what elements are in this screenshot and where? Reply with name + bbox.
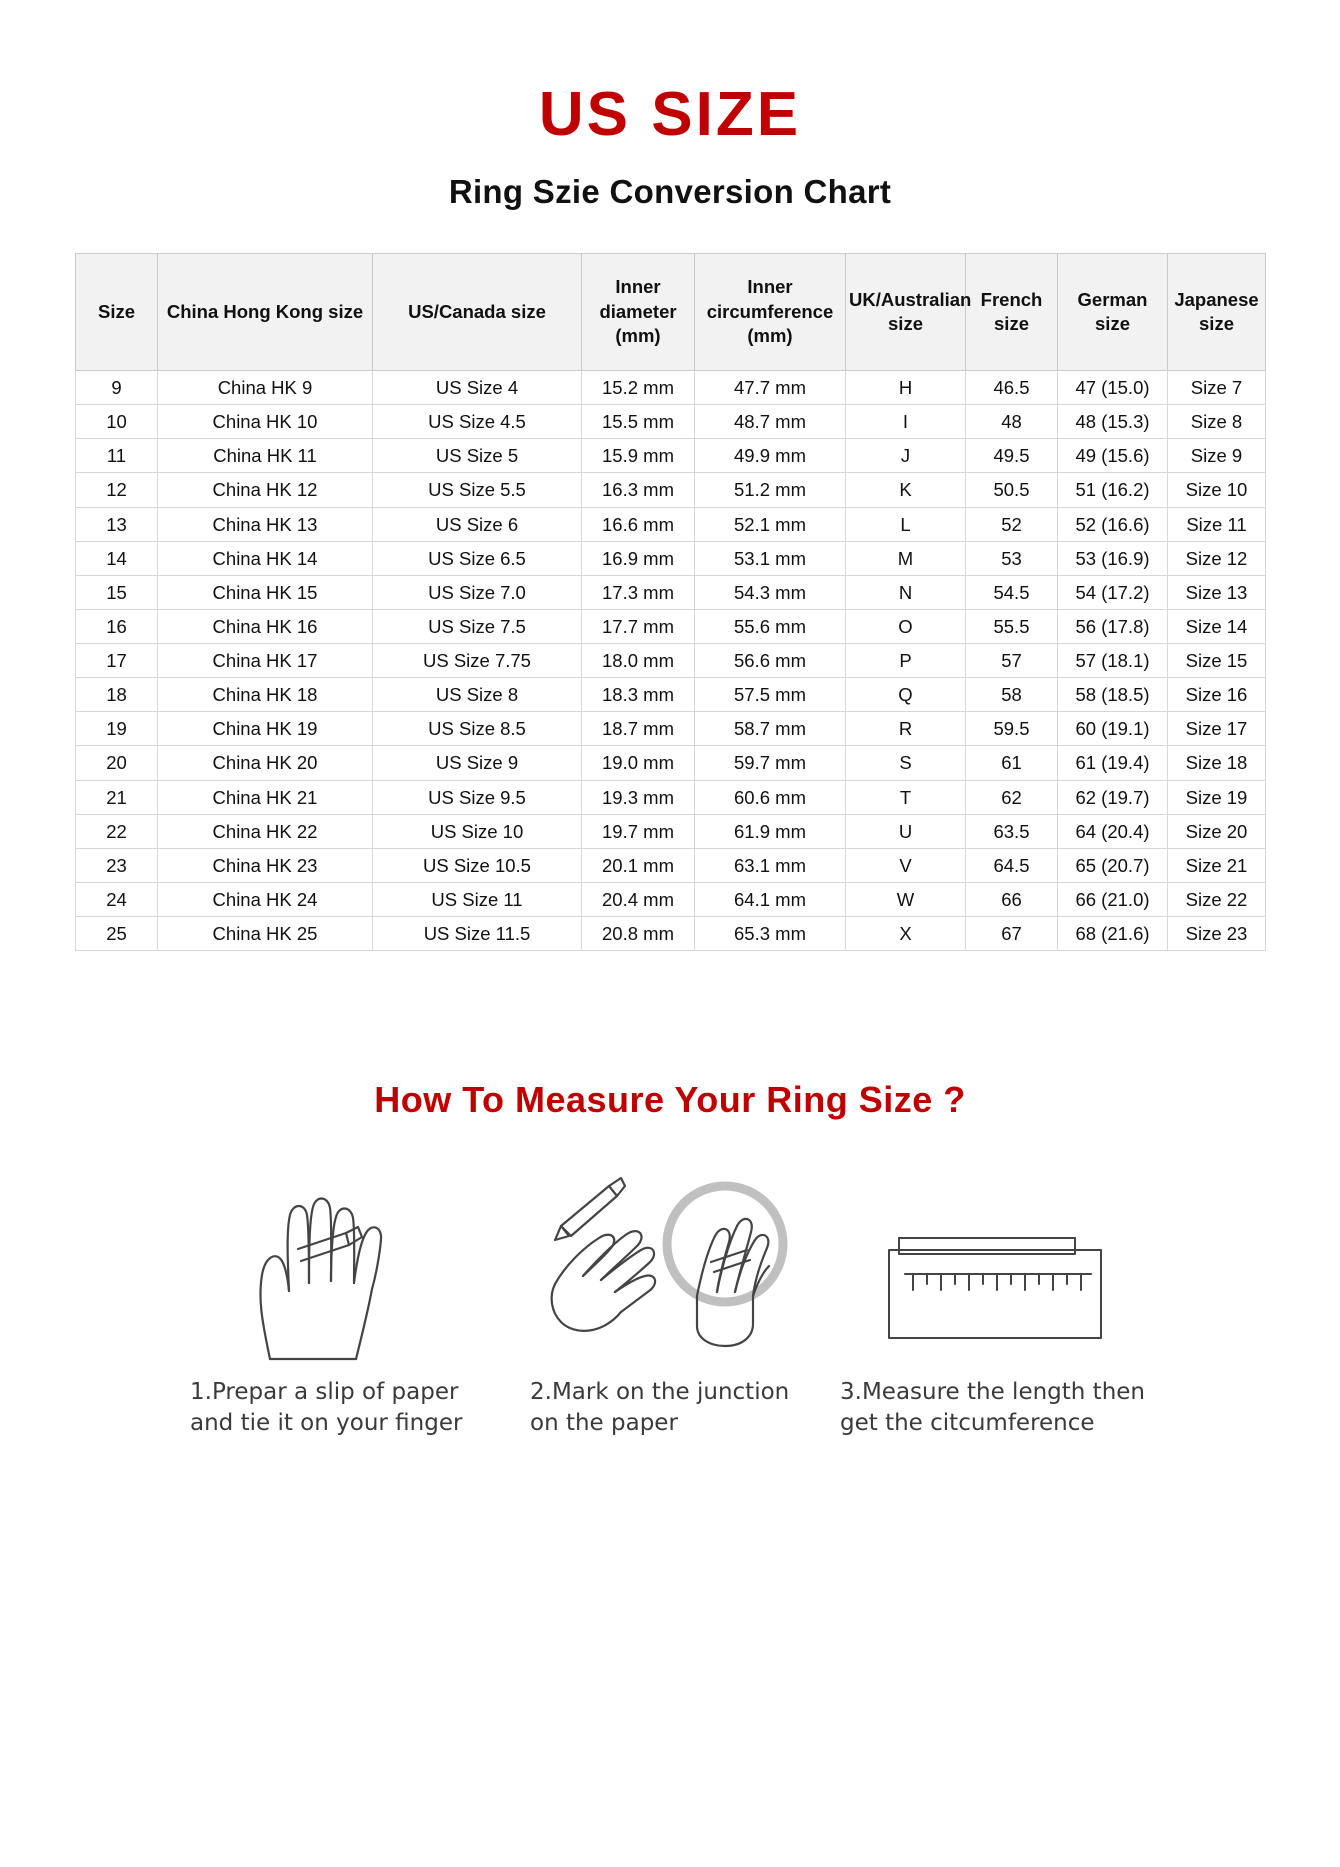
cell-china-hk: China HK 23: [158, 848, 373, 882]
cell-uk-australian: R: [846, 712, 966, 746]
table-row: [76, 473, 1266, 507]
cell-inner-circumference: 56.6 mm: [695, 644, 846, 678]
cell-german: 53 (16.9): [1058, 541, 1168, 575]
ring-size-chart-page: [0, 82, 1340, 1867]
cell-french: 55.5: [966, 609, 1058, 643]
cell-inner-diameter: 15.9 mm: [582, 439, 695, 473]
table-row: [76, 609, 1266, 643]
cell-inner-circumference: 63.1 mm: [695, 848, 846, 882]
cell-china-hk: China HK 18: [158, 678, 373, 712]
column-header-china-hk: China Hong Kong size: [158, 254, 373, 371]
cell-china-hk: China HK 12: [158, 473, 373, 507]
cell-french: 57: [966, 644, 1058, 678]
column-header-uk-australian: UK/Australian size: [846, 254, 966, 371]
howto-step-2-caption: 2.Mark on the junction on the paper: [530, 1379, 790, 1436]
cell-china-hk: China HK 11: [158, 439, 373, 473]
cell-size: 13: [76, 507, 158, 541]
cell-us-canada: US Size 10: [373, 814, 582, 848]
cell-uk-australian: V: [846, 848, 966, 882]
cell-inner-diameter: 18.0 mm: [582, 644, 695, 678]
cell-inner-circumference: 54.3 mm: [695, 575, 846, 609]
cell-german: 52 (16.6): [1058, 507, 1168, 541]
ring-size-conversion-table: [75, 253, 1266, 951]
cell-inner-diameter: 20.8 mm: [582, 917, 695, 951]
cell-size: 10: [76, 405, 158, 439]
hand-with-paper-strip-icon: [210, 1161, 470, 1361]
cell-us-canada: US Size 9.5: [373, 780, 582, 814]
cell-uk-australian: H: [846, 371, 966, 405]
cell-china-hk: China HK 19: [158, 712, 373, 746]
cell-french: 62: [966, 780, 1058, 814]
cell-german: 48 (15.3): [1058, 405, 1168, 439]
cell-japanese: Size 10: [1168, 473, 1266, 507]
cell-us-canada: US Size 5.5: [373, 473, 582, 507]
cell-us-canada: US Size 9: [373, 746, 582, 780]
cell-uk-australian: I: [846, 405, 966, 439]
cell-china-hk: China HK 21: [158, 780, 373, 814]
cell-inner-circumference: 53.1 mm: [695, 541, 846, 575]
table-row: [76, 405, 1266, 439]
table-row: [76, 882, 1266, 916]
howto-step-3: [835, 1161, 1165, 1438]
cell-china-hk: China HK 13: [158, 507, 373, 541]
cell-inner-diameter: 16.9 mm: [582, 541, 695, 575]
cell-inner-diameter: 17.3 mm: [582, 575, 695, 609]
cell-french: 46.5: [966, 371, 1058, 405]
cell-size: 9: [76, 371, 158, 405]
cell-us-canada: US Size 7.5: [373, 609, 582, 643]
cell-inner-circumference: 55.6 mm: [695, 609, 846, 643]
cell-inner-diameter: 15.5 mm: [582, 405, 695, 439]
cell-china-hk: China HK 22: [158, 814, 373, 848]
cell-us-canada: US Size 8: [373, 678, 582, 712]
cell-uk-australian: U: [846, 814, 966, 848]
cell-uk-australian: O: [846, 609, 966, 643]
column-header-japanese: Japanese size: [1168, 254, 1266, 371]
cell-inner-diameter: 18.7 mm: [582, 712, 695, 746]
cell-japanese: Size 9: [1168, 439, 1266, 473]
cell-china-hk: China HK 25: [158, 917, 373, 951]
cell-uk-australian: K: [846, 473, 966, 507]
table-row: [76, 678, 1266, 712]
cell-uk-australian: J: [846, 439, 966, 473]
cell-uk-australian: X: [846, 917, 966, 951]
cell-french: 49.5: [966, 439, 1058, 473]
cell-german: 58 (18.5): [1058, 678, 1168, 712]
cell-inner-circumference: 61.9 mm: [695, 814, 846, 848]
cell-japanese: Size 15: [1168, 644, 1266, 678]
table-row: [76, 848, 1266, 882]
howto-step-3-caption: 3.Measure the length then get the citcumference: [840, 1379, 1146, 1436]
cell-inner-diameter: 19.3 mm: [582, 780, 695, 814]
cell-us-canada: US Size 10.5: [373, 848, 582, 882]
cell-size: 11: [76, 439, 158, 473]
cell-german: 62 (19.7): [1058, 780, 1168, 814]
cell-size: 23: [76, 848, 158, 882]
cell-us-canada: US Size 4.5: [373, 405, 582, 439]
cell-inner-circumference: 51.2 mm: [695, 473, 846, 507]
cell-uk-australian: P: [846, 644, 966, 678]
cell-uk-australian: T: [846, 780, 966, 814]
cell-french: 66: [966, 882, 1058, 916]
cell-japanese: Size 8: [1168, 405, 1266, 439]
cell-china-hk: China HK 17: [158, 644, 373, 678]
howto-step-2: [505, 1161, 835, 1438]
cell-inner-circumference: 48.7 mm: [695, 405, 846, 439]
page-subtitle: Ring Szie Conversion Chart: [448, 173, 892, 211]
cell-us-canada: US Size 7.0: [373, 575, 582, 609]
table-row: [76, 575, 1266, 609]
cell-size: 16: [76, 609, 158, 643]
cell-china-hk: China HK 14: [158, 541, 373, 575]
table-row: [76, 439, 1266, 473]
table-row: [76, 917, 1266, 951]
cell-german: 68 (21.6): [1058, 917, 1168, 951]
cell-german: 51 (16.2): [1058, 473, 1168, 507]
cell-size: 15: [76, 575, 158, 609]
cell-inner-circumference: 57.5 mm: [695, 678, 846, 712]
cell-japanese: Size 14: [1168, 609, 1266, 643]
cell-inner-diameter: 16.3 mm: [582, 473, 695, 507]
cell-inner-diameter: 20.4 mm: [582, 882, 695, 916]
cell-japanese: Size 17: [1168, 712, 1266, 746]
cell-uk-australian: Q: [846, 678, 966, 712]
cell-china-hk: China HK 10: [158, 405, 373, 439]
cell-french: 61: [966, 746, 1058, 780]
cell-inner-circumference: 60.6 mm: [695, 780, 846, 814]
cell-size: 20: [76, 746, 158, 780]
cell-inner-diameter: 16.6 mm: [582, 507, 695, 541]
cell-french: 52: [966, 507, 1058, 541]
table-row: [76, 746, 1266, 780]
cell-size: 17: [76, 644, 158, 678]
cell-uk-australian: W: [846, 882, 966, 916]
cell-japanese: Size 13: [1168, 575, 1266, 609]
table-row: [76, 541, 1266, 575]
cell-inner-circumference: 47.7 mm: [695, 371, 846, 405]
cell-french: 48: [966, 405, 1058, 439]
cell-german: 54 (17.2): [1058, 575, 1168, 609]
cell-inner-circumference: 52.1 mm: [695, 507, 846, 541]
cell-french: 67: [966, 917, 1058, 951]
ruler-measuring-icon: [885, 1161, 1115, 1361]
column-header-size: Size: [76, 254, 158, 371]
cell-inner-circumference: 64.1 mm: [695, 882, 846, 916]
cell-size: 25: [76, 917, 158, 951]
cell-french: 58: [966, 678, 1058, 712]
cell-french: 63.5: [966, 814, 1058, 848]
pen-marking-finger-icon: [525, 1161, 815, 1361]
cell-size: 18: [76, 678, 158, 712]
cell-inner-circumference: 65.3 mm: [695, 917, 846, 951]
cell-inner-circumference: 58.7 mm: [695, 712, 846, 746]
column-header-us-canada: US/Canada size: [373, 254, 582, 371]
cell-uk-australian: S: [846, 746, 966, 780]
cell-us-canada: US Size 7.75: [373, 644, 582, 678]
cell-inner-diameter: 18.3 mm: [582, 678, 695, 712]
cell-french: 50.5: [966, 473, 1058, 507]
cell-size: 19: [76, 712, 158, 746]
table-row: [76, 814, 1266, 848]
table-row: [76, 507, 1266, 541]
cell-japanese: Size 11: [1168, 507, 1266, 541]
cell-french: 64.5: [966, 848, 1058, 882]
cell-china-hk: China HK 9: [158, 371, 373, 405]
cell-uk-australian: L: [846, 507, 966, 541]
cell-size: 24: [76, 882, 158, 916]
cell-german: 57 (18.1): [1058, 644, 1168, 678]
cell-inner-diameter: 19.7 mm: [582, 814, 695, 848]
table-header-row: [76, 254, 1266, 371]
cell-japanese: Size 20: [1168, 814, 1266, 848]
cell-inner-diameter: 17.7 mm: [582, 609, 695, 643]
cell-china-hk: China HK 15: [158, 575, 373, 609]
cell-us-canada: US Size 11: [373, 882, 582, 916]
table-row: [76, 644, 1266, 678]
howto-title: How To Measure Your Ring Size ?: [374, 1079, 966, 1121]
column-header-inner-circumference: Inner circumference (mm): [695, 254, 846, 371]
cell-size: 14: [76, 541, 158, 575]
cell-german: 60 (19.1): [1058, 712, 1168, 746]
cell-us-canada: US Size 8.5: [373, 712, 582, 746]
howto-step-1: [175, 1161, 505, 1438]
cell-uk-australian: N: [846, 575, 966, 609]
cell-us-canada: US Size 5: [373, 439, 582, 473]
cell-french: 59.5: [966, 712, 1058, 746]
cell-japanese: Size 23: [1168, 917, 1266, 951]
table-row: [76, 712, 1266, 746]
cell-german: 47 (15.0): [1058, 371, 1168, 405]
table-row: [76, 780, 1266, 814]
cell-china-hk: China HK 24: [158, 882, 373, 916]
cell-french: 53: [966, 541, 1058, 575]
cell-china-hk: China HK 16: [158, 609, 373, 643]
cell-inner-circumference: 59.7 mm: [695, 746, 846, 780]
cell-inner-circumference: 49.9 mm: [695, 439, 846, 473]
howto-steps: [75, 1161, 1265, 1438]
cell-german: 64 (20.4): [1058, 814, 1168, 848]
cell-uk-australian: M: [846, 541, 966, 575]
cell-french: 54.5: [966, 575, 1058, 609]
cell-china-hk: China HK 20: [158, 746, 373, 780]
cell-german: 61 (19.4): [1058, 746, 1168, 780]
cell-german: 66 (21.0): [1058, 882, 1168, 916]
howto-step-1-caption: 1.Prepar a slip of paper and tie it on your finger: [190, 1379, 463, 1436]
cell-size: 21: [76, 780, 158, 814]
page-title: US SIZE: [538, 80, 802, 149]
cell-us-canada: US Size 11.5: [373, 917, 582, 951]
cell-german: 56 (17.8): [1058, 609, 1168, 643]
cell-german: 49 (15.6): [1058, 439, 1168, 473]
cell-japanese: Size 19: [1168, 780, 1266, 814]
cell-japanese: Size 22: [1168, 882, 1266, 916]
cell-inner-diameter: 20.1 mm: [582, 848, 695, 882]
column-header-german: German size: [1058, 254, 1168, 371]
cell-japanese: Size 12: [1168, 541, 1266, 575]
cell-japanese: Size 18: [1168, 746, 1266, 780]
cell-german: 65 (20.7): [1058, 848, 1168, 882]
column-header-french: French size: [966, 254, 1058, 371]
cell-us-canada: US Size 6.5: [373, 541, 582, 575]
cell-japanese: Size 21: [1168, 848, 1266, 882]
cell-japanese: Size 7: [1168, 371, 1266, 405]
table-row: [76, 371, 1266, 405]
cell-us-canada: US Size 6: [373, 507, 582, 541]
cell-inner-diameter: 15.2 mm: [582, 371, 695, 405]
cell-inner-diameter: 19.0 mm: [582, 746, 695, 780]
column-header-inner-diameter: Inner diameter (mm): [582, 254, 695, 371]
cell-size: 12: [76, 473, 158, 507]
cell-us-canada: US Size 4: [373, 371, 582, 405]
cell-japanese: Size 16: [1168, 678, 1266, 712]
cell-size: 22: [76, 814, 158, 848]
